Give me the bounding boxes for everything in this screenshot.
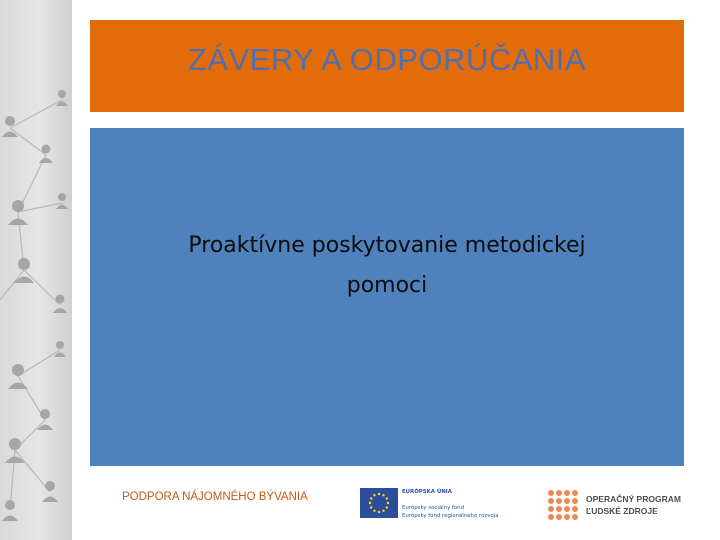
eu-flag-icon [360,488,398,518]
slide-body [90,226,684,306]
content-box [90,128,684,466]
eu-logo [360,488,499,520]
eu-line-2: Európsky fond regionálneho rozvoja [402,513,499,519]
eu-logo-text [402,488,499,520]
op-line-2: ĽUDSKÉ ZDROJE [586,506,658,516]
op-logo [548,490,681,520]
slide-title: ZÁVERY A ODPORÚČANIA [187,42,587,77]
op-logo-text [586,493,681,517]
project-label: PODPORA NÁJOMNÉHO BÝVANIA [122,491,308,503]
body-line-2: pomoci [346,273,428,298]
network-people-decoration [0,0,72,540]
network-of-people-icon [0,0,72,540]
title-bar [90,20,684,112]
op-line-1: OPERAČNÝ PROGRAM [586,494,681,504]
dot-grid-logo-icon [548,490,578,520]
eu-line-1: Európsky sociálny fond [402,505,465,511]
eu-heading: EURÓPSKA ÚNIA [402,489,452,495]
body-line-1: Proaktívne poskytovanie metodickej [188,233,586,258]
